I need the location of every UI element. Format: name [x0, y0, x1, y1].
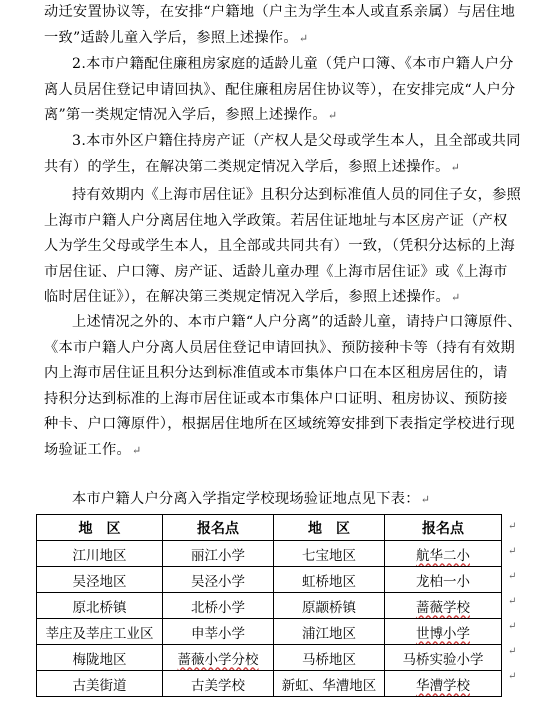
table-cell-school: 吴泾小学: [163, 567, 274, 593]
row-end-mark-icon: ↵: [508, 571, 517, 582]
table-cell-area: 江川地区: [37, 541, 163, 567]
paragraph-mark-icon: ↵: [298, 31, 309, 45]
row-end-mark-icon: ↵: [508, 546, 517, 557]
table-cell-school: 蔷薇小学分校: [163, 645, 274, 671]
table-cell-school: 丽江小学: [163, 541, 274, 567]
table-cell-area: 浦江地区: [274, 619, 385, 645]
paragraph-mark-icon: ↵: [131, 443, 142, 457]
table-cell-area: 古美街道: [37, 671, 163, 697]
table-cell-school: 蔷薇学校: [385, 593, 502, 619]
paragraph-item-3: [44, 129, 522, 180]
table-cell-area: 原颛桥镇: [274, 593, 385, 619]
table-cell-area: 莘庄及莘庄工业区: [37, 619, 163, 645]
paragraph-text: 2.本市户籍配住廉租房家庭的适龄儿童（凭户口簿、《本市户籍人户分离人员居住登记申请回执》、配住廉租房居住协议等），在安排完成“人户分离”第一类规定情况入学后，参照上述操作。: [44, 56, 516, 124]
paragraph-text: 持有效期内《上海市居住证》且积分达到标准值人员的同住子女，参照上海市户籍人户分离居住地入学政策。若居住证地址与本区房产证（产权人为学生父母或学生本人，且全部或共同共有）一致，（凭积分达标的上海市居住证、户口簿、房产证、适龄儿童办理《上海市居住证》或《上海市临时居住证》），在解决第三类规定情况入学后，参照上述操作。: [44, 187, 522, 306]
table-row: [37, 619, 502, 645]
row-end-mark-icon: ↵: [508, 596, 517, 607]
paragraph-mark-icon: ↵: [450, 291, 461, 305]
table-cell-area: 原北桥镇: [37, 593, 163, 619]
table-cell-area: 七宝地区: [274, 541, 385, 567]
paragraph-mark-icon: ↵: [420, 493, 431, 506]
table-cell-area: 马桥地区: [274, 645, 385, 671]
table-row: [37, 593, 502, 619]
table-cell-school: 航华二小: [385, 541, 502, 567]
paragraph-text: 动迁安置协议等，在安排“户籍地（户主为学生本人或直系亲属）与居住地一致”适龄儿童入学后，参照上述操作。: [44, 4, 516, 46]
table-cell-school: 北桥小学: [163, 593, 274, 619]
paragraph-item-2: [44, 52, 522, 129]
paragraph-continuation: [44, 0, 522, 51]
paragraph-table-intro: [44, 487, 522, 513]
table-header-cell: 地 区: [37, 515, 163, 541]
table-header-row: [37, 515, 502, 541]
table-cell-area: 吴泾地区: [37, 567, 163, 593]
row-end-mark-icon: ↵: [508, 646, 517, 657]
table-cell-school: 马桥实验小学: [385, 645, 502, 671]
table-row: [37, 541, 502, 567]
table-row: [37, 671, 502, 697]
paragraph-mark-icon: ↵: [450, 160, 461, 174]
paragraph-text: 上述情况之外的、本市户籍“人户分离”的适龄儿童，请持户口簿原件、《本市户籍人户分离人员居住登记申请回执》、预防接种卡等（持有有效期内上海市居住证且积分达到标准值或本市集体户口在本区租房居住的，请持积分达到标准的上海市居住证或本市集体户口证明、租房协议、预防接种卡、户口簿原件），根据居住地所在区域统筹安排到下表指定学校进行现场验证工作。: [44, 314, 522, 458]
table-row: [37, 567, 502, 593]
table-row: [37, 645, 502, 671]
table-cell-school: 龙柏一小: [385, 567, 502, 593]
table-header-cell: 地 区: [274, 515, 385, 541]
row-end-mark-icon: ↵: [508, 521, 517, 532]
paragraph-residence-permit: [44, 183, 522, 311]
paragraph-text: 3.本市外区户籍住持房产证（产权人是父母或学生本人，且全部或共同共有）的学生，在解决第二类规定情况入学后，参照上述操作。: [44, 133, 521, 175]
row-end-mark-icon: ↵: [508, 671, 517, 682]
paragraph-mark-icon: ↵: [327, 109, 338, 123]
paragraph-other-cases: [44, 310, 522, 464]
table-header-cell: 报名点: [385, 515, 502, 541]
table-cell-school: 申莘小学: [163, 619, 274, 645]
table-cell-area: 新虹、华漕地区: [274, 671, 385, 697]
registration-sites-table: [36, 514, 502, 697]
table-cell-school: 世博小学: [385, 619, 502, 645]
table-header-cell: 报名点: [163, 515, 274, 541]
table-cell-school: 华漕学校: [385, 671, 502, 697]
paragraph-text: 本市户籍人户分离入学指定学校现场验证地点见下表：: [72, 491, 420, 507]
table-cell-area: 虹桥地区: [274, 567, 385, 593]
table-cell-area: 梅陇地区: [37, 645, 163, 671]
row-end-mark-icon: ↵: [508, 621, 517, 632]
table-cell-school: 古美学校: [163, 671, 274, 697]
